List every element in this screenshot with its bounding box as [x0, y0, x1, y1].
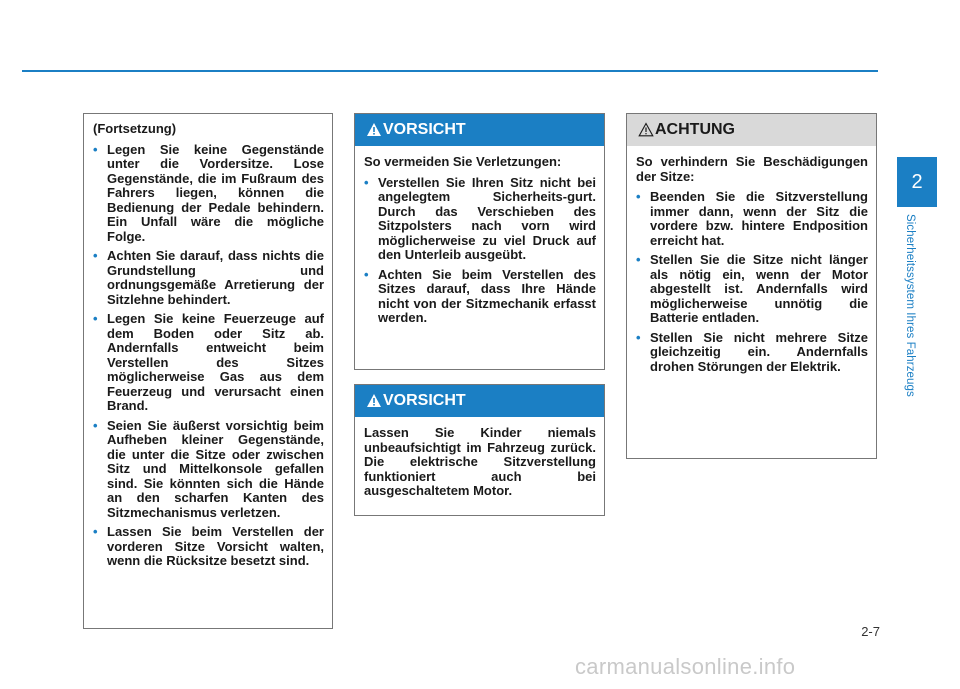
warning-triangle-icon — [366, 122, 382, 137]
notice-intro: So verhindern Sie Beschädigungen der Sitze: — [636, 154, 868, 184]
bullet-icon: • — [364, 174, 369, 190]
notice-title: ACHTUNG — [655, 121, 735, 138]
caution-list — [364, 176, 596, 326]
list-item: • Stellen Sie die Sitze nicht länger als nötig ein, wenn der Motor abgestellt ist. Andernfalls wird möglicherweise unnötig die Batterie entladen. — [636, 252, 868, 325]
list-item: • Achten Sie beim Verstellen des Sitzes darauf, dass Ihre Hände nicht von der Sitzmechanik erfasst werden. — [364, 266, 596, 325]
list-item: • Stellen Sie nicht mehrere Sitze gleichzeitig ein. Andernfalls drohen Störungen der Elektrik. — [636, 329, 868, 374]
bullet-icon: • — [636, 252, 641, 267]
continuation-list — [93, 143, 324, 569]
bullet-icon: • — [93, 417, 98, 433]
bullet-icon: • — [93, 248, 98, 263]
list-item: • Beenden Sie die Sitzverstellung immer dann, wenn der Sitz die vordere bzw. hintere Endposition erreicht hat. — [636, 189, 868, 248]
page-number: 2-7 — [861, 624, 880, 639]
bullet-icon: • — [636, 329, 641, 345]
chapter-number: 2 — [911, 170, 923, 193]
caution-header — [355, 114, 604, 146]
list-item: • Verstellen Sie Ihren Sitz nicht bei angelegtem Sicherheits-gurt. Durch das Verschieben des Sitzpolsters nach vorn wird möglicherweise zu viel Druck auf den Unterleib ausgeübt. — [364, 174, 596, 262]
continuation-intro: (Fortsetzung) — [93, 121, 177, 136]
chapter-title: Sicherheitssystem Ihres Fahrzeugs — [904, 214, 916, 397]
notice-header — [627, 114, 876, 146]
chapter-tab — [897, 157, 937, 207]
caution-title: VORSICHT — [383, 392, 466, 409]
caution-text: Lassen Sie Kinder niemals unbeaufsichtigt im Fahrzeug zurück. Die elektrische Sitzverstellung funktioniert auch bei ausgeschaltetem Motor. — [364, 425, 596, 498]
notice-list — [636, 190, 868, 374]
list-item: • Legen Sie keine Feuerzeuge auf dem Boden oder Sitz ab. Andernfalls entweicht beim Verstellen des Sitzes möglicherweise Gas aus dem Feuerzeug und verursacht einen Brand. — [93, 311, 324, 413]
bullet-icon: • — [93, 524, 98, 539]
watermark: carmanualsonline.info — [575, 654, 796, 679]
bullet-icon: • — [93, 311, 98, 326]
caution-box-children — [354, 384, 605, 516]
warning-triangle-icon — [366, 393, 382, 408]
caution-box-injury — [354, 113, 605, 370]
header-rule — [22, 70, 878, 72]
bullet-icon: • — [636, 189, 641, 204]
caution-header — [355, 385, 604, 417]
chapter-side-label — [904, 214, 924, 444]
list-item: • Achten Sie darauf, dass nichts die Grundstellung und ordnungsgemäße Arretierung der Sitzlehne behindert. — [93, 248, 324, 307]
list-item: • Seien Sie äußerst vorsichtig beim Aufheben kleiner Gegenstände, die unter die Sitze oder zwischen Sitz und Mittelkonsole gefallen sind. Sie könnten sich die Hände an den scharfen Kanten des Sitzmechanismus verletzen. — [93, 417, 324, 520]
list-item: • Lassen Sie beim Verstellen der vorderen Sitze Vorsicht walten, wenn die Rücksitze besetzt sind. — [93, 524, 324, 568]
bullet-icon: • — [364, 266, 369, 282]
bullet-icon: • — [93, 141, 98, 157]
warning-triangle-icon — [638, 122, 654, 137]
notice-box — [626, 113, 877, 459]
list-item: • Legen Sie keine Gegenstände unter die Vordersitze. Lose Gegenstände, die im Fußraum des Fahrers liegen, können die Bedienung der Pedale behindern. Ein Unfall wäre die mögliche Folge. — [93, 141, 324, 244]
continuation-box — [83, 113, 333, 629]
caution-title: VORSICHT — [383, 121, 466, 138]
caution-intro: So vermeiden Sie Verletzungen: — [364, 154, 562, 169]
